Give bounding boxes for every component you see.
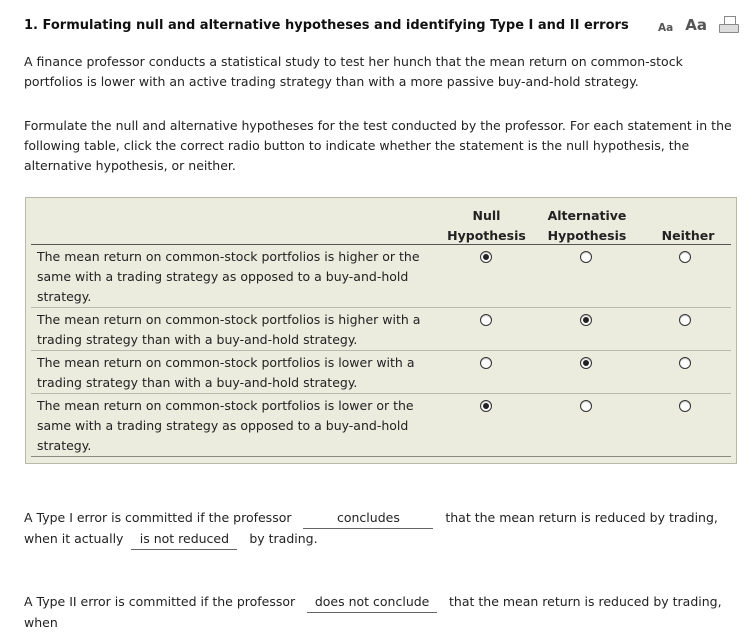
type1-actual-dropdown[interactable]: is not reduced — [131, 529, 237, 550]
table-row — [31, 394, 731, 457]
radio-null-hypothesis[interactable] — [480, 400, 492, 412]
print-icon[interactable] — [719, 16, 739, 34]
radio-neither[interactable] — [679, 314, 691, 326]
header-alternative-hypothesis: Alternative Hypothesis — [547, 208, 627, 243]
radio-alternative-hypothesis[interactable] — [580, 251, 592, 263]
type2-conclusion-dropdown[interactable]: does not conclude — [307, 592, 437, 613]
font-size-small-button[interactable]: Aa — [658, 22, 674, 34]
header-null-hypothesis: Null Hypothesis — [447, 208, 526, 243]
radio-neither[interactable] — [679, 357, 691, 369]
hypothesis-table — [25, 197, 737, 464]
type1-conclusion-dropdown[interactable]: concludes — [303, 508, 433, 529]
header-neither: Neither — [661, 228, 715, 243]
row-statement: The mean return on common-stock portfolios is lower with a trading strategy than with a buy-and-hold strategy. — [37, 355, 415, 390]
radio-null-hypothesis[interactable] — [480, 314, 492, 326]
table-row — [31, 245, 731, 308]
radio-alternative-hypothesis[interactable] — [580, 400, 592, 412]
radio-alternative-hypothesis[interactable] — [580, 314, 592, 326]
row-statement: The mean return on common-stock portfolios is lower or the same with a trading strategy as opposed to a buy-and-hold strategy. — [37, 398, 414, 453]
table-row — [31, 351, 731, 394]
type1-error-sentence: A Type I error is committed if the professor concludes that the mean return is reduced by trading, when it actually is not reduced by trading. — [24, 508, 744, 550]
table-row — [31, 308, 731, 351]
intro-paragraph: A finance professor conducts a statistical study to test her hunch that the mean return on common-stock portfolios is lower with an active trading strategy than with a more passive buy-and-hold strategy. — [24, 54, 683, 89]
question-title: 1. Formulating null and alternative hypotheses and identifying Type I and II errors — [24, 18, 629, 33]
radio-alternative-hypothesis[interactable] — [580, 357, 592, 369]
font-size-tools — [658, 16, 739, 34]
type2-error-sentence: A Type II error is committed if the professor does not conclude that the mean return is reduced by trading, when — [24, 594, 722, 630]
radio-null-hypothesis[interactable] — [480, 251, 492, 263]
instructions-paragraph: Formulate the null and alternative hypotheses for the test conducted by the professor. For each statement in the following table, click the correct radio button to indicate whether the statement is the null hypothesis, the alternative hypothesis, or neither. — [24, 118, 732, 173]
radio-null-hypothesis[interactable] — [480, 357, 492, 369]
font-size-large-button[interactable]: Aa — [685, 16, 707, 34]
radio-neither[interactable] — [679, 400, 691, 412]
radio-neither[interactable] — [679, 251, 691, 263]
row-statement: The mean return on common-stock portfolios is higher or the same with a trading strategy as opposed to a buy-and-hold strategy. — [37, 249, 420, 304]
row-statement: The mean return on common-stock portfolios is higher with a trading strategy than with a buy-and-hold strategy. — [37, 312, 421, 347]
